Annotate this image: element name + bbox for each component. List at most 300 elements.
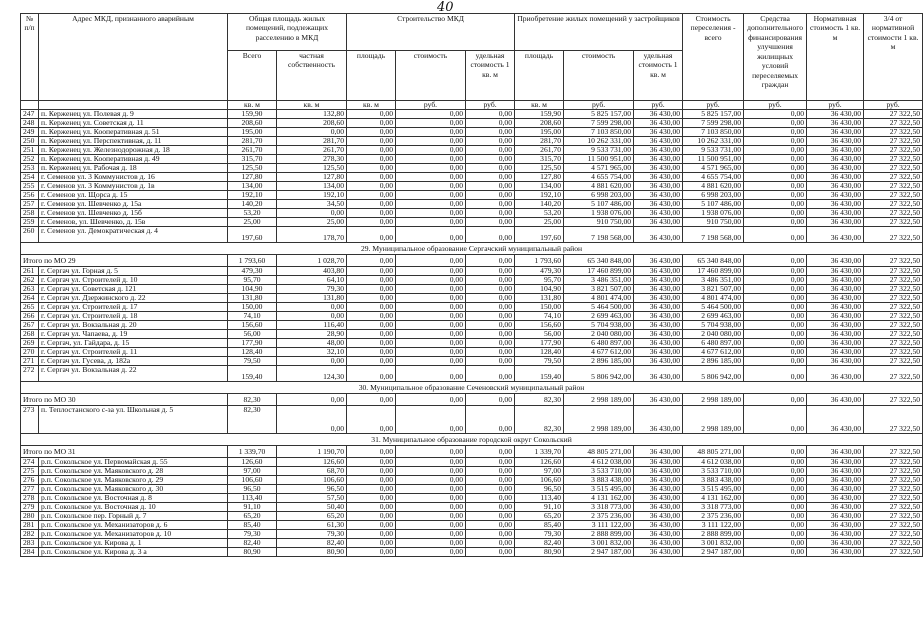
row-value: 36 430,00 (634, 521, 683, 530)
row-value: 2 375 236,00 (564, 512, 634, 521)
row-value: 4 801 474,00 (683, 294, 744, 303)
header-acquisition: Приобретение жилых помещений у застройщиков (515, 14, 683, 51)
row-value: 27 322,50 (864, 512, 923, 521)
total-cell: 0,00 (347, 446, 396, 458)
table-row (21, 137, 923, 146)
total-cell: 1 190,70 (277, 446, 347, 458)
row-value: 2 375 236,00 (683, 512, 744, 521)
row-value: 17 460 899,00 (683, 267, 744, 276)
row-value: 0,00 (744, 458, 807, 467)
unit-cell: кв. м (228, 101, 277, 110)
table-row (21, 406, 923, 434)
row-value: 0,00 (396, 110, 466, 119)
row-value: 36 430,00 (807, 110, 864, 119)
row-value: 910 750,00 (683, 218, 744, 227)
row-value: 0,00 (466, 110, 515, 119)
row-number: 282 (21, 530, 39, 539)
row-value: 134,00 (228, 182, 277, 191)
row-value: 0,00 (396, 512, 466, 521)
row-value: 126,60 (515, 458, 564, 467)
row-value: 0,00 (744, 303, 807, 312)
row-address: г. Сергач ул. Строителей д. 17 (39, 303, 228, 312)
total-cell: 0,00 (277, 394, 347, 406)
row-value: 0,00 (396, 267, 466, 276)
row-value: 0,00 (396, 285, 466, 294)
row-value: 106,60 (277, 476, 347, 485)
table-row (21, 458, 923, 467)
row-value: 5 704 938,00 (564, 321, 634, 330)
row-value: 0,00 (347, 227, 396, 243)
row-address: р.п. Сокольское ул. Кирова д. 1 (39, 539, 228, 548)
row-value: 281,70 (515, 137, 564, 146)
row-address: г. Сергач ул. Чапаева, д. 19 (39, 330, 228, 339)
row-number: 247 (21, 110, 39, 119)
row-value: 126,60 (228, 458, 277, 467)
row-value: 0,00 (466, 476, 515, 485)
row-value: 95,70 (228, 276, 277, 285)
row-value: 0,00 (744, 227, 807, 243)
row-value: 27 322,50 (864, 521, 923, 530)
row-value: 2 947 187,00 (564, 548, 634, 557)
row-value: 0,00 (347, 276, 396, 285)
row-value: 36 430,00 (807, 548, 864, 557)
row-value: 36 430,00 (807, 173, 864, 182)
row-value: 27 322,50 (864, 200, 923, 209)
row-value: 0,00 (744, 330, 807, 339)
row-value: 36 430,00 (634, 539, 683, 548)
total-cell: 36 430,00 (634, 394, 683, 406)
total-cell: 0,00 (347, 255, 396, 267)
table-row (21, 146, 923, 155)
row-value: 17 460 899,00 (564, 267, 634, 276)
row-value: 27 322,50 (864, 303, 923, 312)
total-cell: 1 339,70 (228, 446, 277, 458)
row-value: 0,00 (466, 164, 515, 173)
row-value: 79,30 (228, 530, 277, 539)
row-number: 248 (21, 119, 39, 128)
table-row (21, 276, 923, 285)
table-row (21, 503, 923, 512)
row-value: 85,40 (515, 521, 564, 530)
row-value: 0,00 (396, 312, 466, 321)
row-address: г. Сергач ул. Дзержинского д. 22 (39, 294, 228, 303)
row-value: 403,80 (277, 267, 347, 276)
row-value: 0,00 (347, 191, 396, 200)
row-value: 104,90 (228, 285, 277, 294)
total-cell: 82,30 (515, 394, 564, 406)
row-value: 192,10 (515, 191, 564, 200)
row-number: 269 (21, 339, 39, 348)
row-value: 0,00 (347, 476, 396, 485)
row-value: 36 430,00 (634, 285, 683, 294)
row-value: 0,00 (347, 267, 396, 276)
row-value: 3 883 438,00 (683, 476, 744, 485)
row-value: 27 322,50 (864, 476, 923, 485)
row-value: 1 938 076,00 (564, 209, 634, 218)
resettlement-table (20, 13, 923, 557)
row-value: 36 430,00 (807, 366, 864, 382)
section-header-row (21, 434, 923, 446)
row-value: 7 198 568,00 (683, 227, 744, 243)
row-value: 0,00 (466, 173, 515, 182)
table-row (21, 485, 923, 494)
row-address: г. Семенов ул. 3 Коммунистов д. 16 (39, 173, 228, 182)
row-value: 140,20 (228, 200, 277, 209)
row-value: 36 430,00 (634, 137, 683, 146)
row-value: 4 677 612,00 (564, 348, 634, 357)
row-value: 0,00 (466, 209, 515, 218)
total-cell: 48 805 271,00 (564, 446, 634, 458)
row-address: п. Керженец ул. Железнодорожная д. 18 (39, 146, 228, 155)
row-value: 0,00 (396, 467, 466, 476)
row-value: 3 533 710,00 (683, 467, 744, 476)
row-value: 2 699 463,00 (564, 312, 634, 321)
row-value: 113,40 (228, 494, 277, 503)
table-row (21, 348, 923, 357)
row-value: 36 430,00 (807, 312, 864, 321)
row-number: 250 (21, 137, 39, 146)
row-number: 264 (21, 294, 39, 303)
section-title: 29. Муниципальное образование Сергачский муниципальный район (21, 243, 923, 255)
row-value: 36 430,00 (634, 312, 683, 321)
row-value: 1 938 076,00 (683, 209, 744, 218)
row-value: 0,00 (466, 494, 515, 503)
row-value: 36 430,00 (807, 339, 864, 348)
row-value: 3 111 122,00 (683, 521, 744, 530)
row-value: 36 430,00 (634, 348, 683, 357)
row-value: 0,00 (466, 155, 515, 164)
row-value: 36 430,00 (807, 476, 864, 485)
total-cell: 0,00 (744, 446, 807, 458)
row-value: 4 881 620,00 (683, 182, 744, 191)
row-value: 2 947 187,00 (683, 548, 744, 557)
total-cell: 65 340 848,00 (564, 255, 634, 267)
row-value: 27 322,50 (864, 406, 923, 434)
row-address: р.п. Сокольское ул. Первомайская д. 55 (39, 458, 228, 467)
row-value: 0,00 (466, 276, 515, 285)
row-value: 0,00 (396, 357, 466, 366)
row-value: 0,00 (347, 521, 396, 530)
row-value: 36 430,00 (634, 146, 683, 155)
row-value: 208,60 (515, 119, 564, 128)
row-value: 3 111 122,00 (564, 521, 634, 530)
row-value: 0,00 (347, 458, 396, 467)
row-value: 27 322,50 (864, 155, 923, 164)
row-value: 0,00 (347, 209, 396, 218)
row-value: 5 825 157,00 (683, 110, 744, 119)
table-row (21, 339, 923, 348)
row-number: 275 (21, 467, 39, 476)
header-construction: Строительство МКД (347, 14, 515, 51)
row-value: 3 486 351,00 (564, 276, 634, 285)
row-value: 5 107 486,00 (683, 200, 744, 209)
row-value: 53,20 (515, 209, 564, 218)
row-value: 0,00 (744, 521, 807, 530)
row-number: 273 (21, 406, 39, 434)
row-value: 0,00 (347, 348, 396, 357)
row-value: 27 322,50 (864, 494, 923, 503)
table-row (21, 119, 923, 128)
row-value: 36 430,00 (634, 339, 683, 348)
row-value: 4 131 162,00 (683, 494, 744, 503)
row-value: 0,00 (744, 173, 807, 182)
row-value: 2 998 189,00 (683, 406, 744, 434)
row-value: 0,00 (347, 182, 396, 191)
row-value: 36 430,00 (807, 267, 864, 276)
row-value: 0,00 (347, 173, 396, 182)
row-value: 36 430,00 (634, 155, 683, 164)
row-value: 0,00 (396, 200, 466, 209)
row-value: 278,30 (277, 155, 347, 164)
table-row (21, 173, 923, 182)
row-value: 0,00 (744, 485, 807, 494)
row-value: 0,00 (466, 321, 515, 330)
table-row (21, 182, 923, 191)
row-value: 36 430,00 (807, 467, 864, 476)
row-value: 25,00 (277, 218, 347, 227)
row-value: 0,00 (396, 458, 466, 467)
row-value: 0,00 (466, 227, 515, 243)
row-number: 253 (21, 164, 39, 173)
row-value: 36 430,00 (634, 191, 683, 200)
unit-cell: руб. (683, 101, 744, 110)
total-cell: 0,00 (347, 394, 396, 406)
row-value: 36 430,00 (807, 406, 864, 434)
row-value: 27 322,50 (864, 218, 923, 227)
table-row (21, 330, 923, 339)
row-value: 36 430,00 (807, 512, 864, 521)
row-value: 479,30 (228, 267, 277, 276)
row-value: 97,00 (515, 467, 564, 476)
row-value: 6 998 203,00 (564, 191, 634, 200)
header-num: № п/п (21, 14, 39, 101)
row-value: 64,10 (277, 276, 347, 285)
row-number: 255 (21, 182, 39, 191)
row-value: 0,00 (396, 521, 466, 530)
row-value: 5 806 942,00 (683, 366, 744, 382)
row-value: 0,00 (466, 521, 515, 530)
row-value: 0,00 (744, 530, 807, 539)
row-value: 27 322,50 (864, 548, 923, 557)
row-value: 0,00 (396, 476, 466, 485)
row-value: 85,40 (228, 521, 277, 530)
row-value: 178,70 (277, 227, 347, 243)
row-number: 276 (21, 476, 39, 485)
row-value: 0,00 (744, 494, 807, 503)
row-value: 65,20 (277, 512, 347, 521)
row-value: 156,60 (515, 321, 564, 330)
unit-cell: руб. (807, 101, 864, 110)
row-value: 36 430,00 (634, 209, 683, 218)
row-value: 2 888 899,00 (564, 530, 634, 539)
row-value: 0,00 (347, 200, 396, 209)
row-number: 277 (21, 485, 39, 494)
row-value: 0,00 (744, 539, 807, 548)
row-value: 3 318 773,00 (564, 503, 634, 512)
row-value: 79,50 (228, 357, 277, 366)
row-value: 36 430,00 (634, 512, 683, 521)
row-value: 910 750,00 (564, 218, 634, 227)
row-value: 0,00 (347, 128, 396, 137)
total-cell: 0,00 (744, 394, 807, 406)
row-address: г. Семенов ул. Шевченко д. 15б (39, 209, 228, 218)
row-value: 0,00 (347, 467, 396, 476)
total-cell: 36 430,00 (807, 446, 864, 458)
row-value: 197,60 (228, 227, 277, 243)
row-value: 0,00 (744, 276, 807, 285)
row-address: р.п. Сокольское ул. Механизаторов д. 6 (39, 521, 228, 530)
row-value: 25,00 (228, 218, 277, 227)
row-value: 4 131 162,00 (564, 494, 634, 503)
table-row (21, 200, 923, 209)
row-address: р.п. Сокольское пер. Горный д. 7 (39, 512, 228, 521)
row-value: 0,00 (347, 294, 396, 303)
row-address: р.п. Сокольское ул. Маяковского д. 30 (39, 485, 228, 494)
row-address: г. Семенов ул. Щорса д. 15 (39, 191, 228, 200)
row-value: 27 322,50 (864, 339, 923, 348)
row-value: 0,00 (744, 467, 807, 476)
row-value: 0,00 (277, 128, 347, 137)
row-value: 36 430,00 (634, 458, 683, 467)
row-value: 36 430,00 (634, 128, 683, 137)
row-value: 36 430,00 (807, 276, 864, 285)
row-value: 159,40 (515, 366, 564, 382)
table-row (21, 164, 923, 173)
total-cell: 1 793,60 (515, 255, 564, 267)
unit-cell: руб. (396, 101, 466, 110)
row-value: 0,00 (466, 128, 515, 137)
row-value: 36 430,00 (807, 357, 864, 366)
row-value: 36 430,00 (807, 303, 864, 312)
row-value: 3 515 495,00 (683, 485, 744, 494)
table-row (21, 548, 923, 557)
total-cell: 1 028,70 (277, 255, 347, 267)
row-value: 156,60 (228, 321, 277, 330)
table-row (21, 227, 923, 243)
row-value: 4 571 965,00 (564, 164, 634, 173)
row-value: 36 430,00 (634, 467, 683, 476)
row-value: 36 430,00 (807, 539, 864, 548)
row-value: 126,60 (277, 458, 347, 467)
total-cell: 0,00 (744, 255, 807, 267)
row-number: 259 (21, 218, 39, 227)
row-value: 27 322,50 (864, 530, 923, 539)
row-number: 271 (21, 357, 39, 366)
row-value: 0,00 (466, 200, 515, 209)
row-value: 79,50 (515, 357, 564, 366)
row-value: 82,30 (228, 406, 277, 434)
row-value: 0,00 (347, 494, 396, 503)
row-value: 68,70 (277, 467, 347, 476)
table-row (21, 303, 923, 312)
row-value: 36 430,00 (807, 218, 864, 227)
total-cell: 2 998 189,00 (564, 394, 634, 406)
row-value: 0,00 (466, 467, 515, 476)
row-value: 3 821 507,00 (564, 285, 634, 294)
row-value: 27 322,50 (864, 173, 923, 182)
row-value: 0,00 (347, 321, 396, 330)
row-value: 10 262 331,00 (683, 137, 744, 146)
row-value: 0,00 (744, 339, 807, 348)
row-value: 61,30 (277, 521, 347, 530)
row-value: 53,20 (228, 209, 277, 218)
row-value: 0,00 (466, 530, 515, 539)
subheader-cost-2: стоимость (564, 51, 634, 101)
row-value: 79,30 (277, 285, 347, 294)
row-value: 113,40 (515, 494, 564, 503)
row-value: 0,00 (347, 503, 396, 512)
row-value: 106,60 (515, 476, 564, 485)
row-value: 27 322,50 (864, 503, 923, 512)
row-value: 0,00 (744, 209, 807, 218)
total-cell: 36 430,00 (634, 446, 683, 458)
row-value: 0,00 (744, 218, 807, 227)
row-value: 36 430,00 (807, 321, 864, 330)
row-value: 0,00 (347, 146, 396, 155)
row-value: 36 430,00 (807, 503, 864, 512)
row-value: 4 612 038,00 (683, 458, 744, 467)
row-value: 36 430,00 (807, 209, 864, 218)
row-value: 80,90 (277, 548, 347, 557)
row-value: 27 322,50 (864, 539, 923, 548)
row-value: 0,00 (466, 312, 515, 321)
row-value: 0,00 (744, 312, 807, 321)
row-value: 36 430,00 (807, 182, 864, 191)
row-value: 0,00 (396, 227, 466, 243)
row-value: 0,00 (744, 200, 807, 209)
row-value: 0,00 (347, 512, 396, 521)
row-value: 0,00 (466, 137, 515, 146)
row-value: 0,00 (466, 512, 515, 521)
total-cell: 1 793,60 (228, 255, 277, 267)
row-number: 260 (21, 227, 39, 243)
row-value: 27 322,50 (864, 227, 923, 243)
table-row (21, 155, 923, 164)
row-number: 261 (21, 267, 39, 276)
row-address: г. Сергач ул. Строителей д. 10 (39, 276, 228, 285)
row-number: 274 (21, 458, 39, 467)
row-value: 0,00 (396, 209, 466, 218)
row-number: 263 (21, 285, 39, 294)
row-value: 36 430,00 (807, 458, 864, 467)
row-value: 0,00 (347, 110, 396, 119)
row-value: 0,00 (347, 155, 396, 164)
total-cell: 27 322,50 (864, 446, 923, 458)
row-value: 36 430,00 (807, 330, 864, 339)
row-value: 0,00 (347, 357, 396, 366)
row-value: 36 430,00 (807, 348, 864, 357)
subheader-total: Всего (228, 51, 277, 101)
row-value: 0,00 (396, 164, 466, 173)
row-value: 96,50 (277, 485, 347, 494)
total-cell: 0,00 (466, 255, 515, 267)
row-value: 2 998 189,00 (564, 406, 634, 434)
row-value: 3 001 832,00 (683, 539, 744, 548)
row-value: 0,00 (277, 357, 347, 366)
row-value: 36 430,00 (807, 155, 864, 164)
row-value: 27 322,50 (864, 485, 923, 494)
row-value: 195,00 (515, 128, 564, 137)
row-value: 0,00 (396, 155, 466, 164)
row-value: 36 430,00 (634, 485, 683, 494)
row-number: 272 (21, 366, 39, 382)
section-header-row (21, 382, 923, 394)
row-value: 2 040 080,00 (564, 330, 634, 339)
row-address: г. Сергач ул. Советская д. 121 (39, 285, 228, 294)
row-value: 4 571 965,00 (683, 164, 744, 173)
row-value: 9 533 731,00 (683, 146, 744, 155)
row-value: 0,00 (466, 406, 515, 434)
